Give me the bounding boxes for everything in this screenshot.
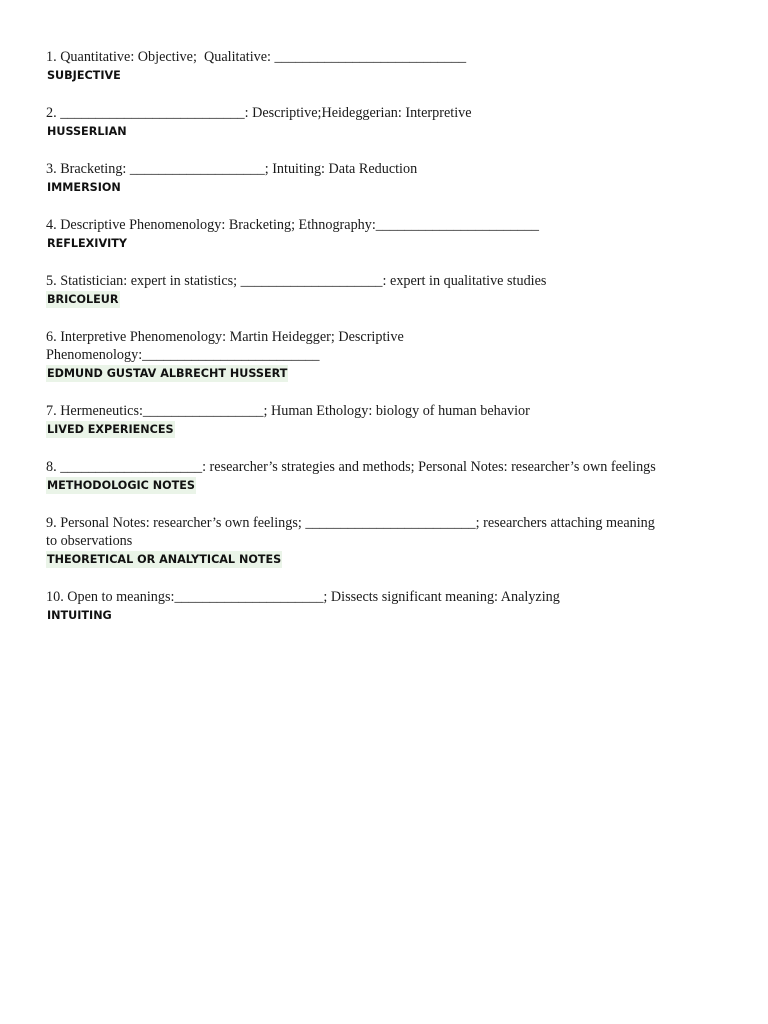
- question-text: 1. Quantitative: Objective; Qualitative: ___________________________: [46, 49, 467, 65]
- answer-label: IMMERSION: [47, 181, 121, 194]
- quiz-item-4: [46, 216, 726, 252]
- quiz-item-3: [46, 160, 726, 196]
- question-text: 6. Interpretive Phenomenology: Martin Heidegger; Descriptive Phenomenology:_________________________: [46, 329, 404, 363]
- question-text: 2. __________________________: Descriptive;Heideggerian: Interpretive: [46, 105, 472, 121]
- quiz-item-6: [46, 328, 726, 382]
- answer-label: EDMUND GUSTAV ALBRECHT HUSSERT: [47, 367, 288, 380]
- quiz-document: [46, 48, 726, 644]
- quiz-item-7: [46, 402, 726, 438]
- answer-label: LIVED EXPERIENCES: [47, 423, 174, 436]
- quiz-item-1: [46, 48, 726, 84]
- question-text: 3. Bracketing: ___________________; Intuiting: Data Reduction: [46, 161, 418, 177]
- question-text: 5. Statistician: expert in statistics; ____________________: expert in qualitative studies: [46, 273, 547, 289]
- answer-label: HUSSERLIAN: [47, 125, 127, 138]
- answer-label: BRICOLEUR: [47, 293, 119, 306]
- question-text: 8. ____________________: researcher’s strategies and methods; Personal Notes: researcher’s own feelings: [46, 459, 656, 475]
- answer-label: INTUITING: [47, 609, 112, 622]
- quiz-item-2: [46, 104, 726, 140]
- question-text: 10. Open to meanings:_____________________; Dissects significant meaning: Analyzing: [46, 589, 560, 605]
- question-text: 7. Hermeneutics:_________________; Human Ethology: biology of human behavior: [46, 403, 530, 419]
- quiz-item-8: [46, 458, 726, 494]
- question-text: 4. Descriptive Phenomenology: Bracketing; Ethnography:_______________________: [46, 217, 539, 233]
- answer-label: SUBJECTIVE: [47, 69, 121, 82]
- quiz-item-10: [46, 588, 726, 624]
- quiz-item-5: [46, 272, 726, 308]
- quiz-item-9: [46, 514, 726, 568]
- answer-label: METHODOLOGIC NOTES: [47, 479, 195, 492]
- answer-label: REFLEXIVITY: [47, 237, 128, 250]
- question-text: 9. Personal Notes: researcher’s own feelings; ________________________; researchers attaching meaning to observations: [46, 515, 655, 549]
- answer-label: THEORETICAL OR ANALYTICAL NOTES: [47, 553, 282, 566]
